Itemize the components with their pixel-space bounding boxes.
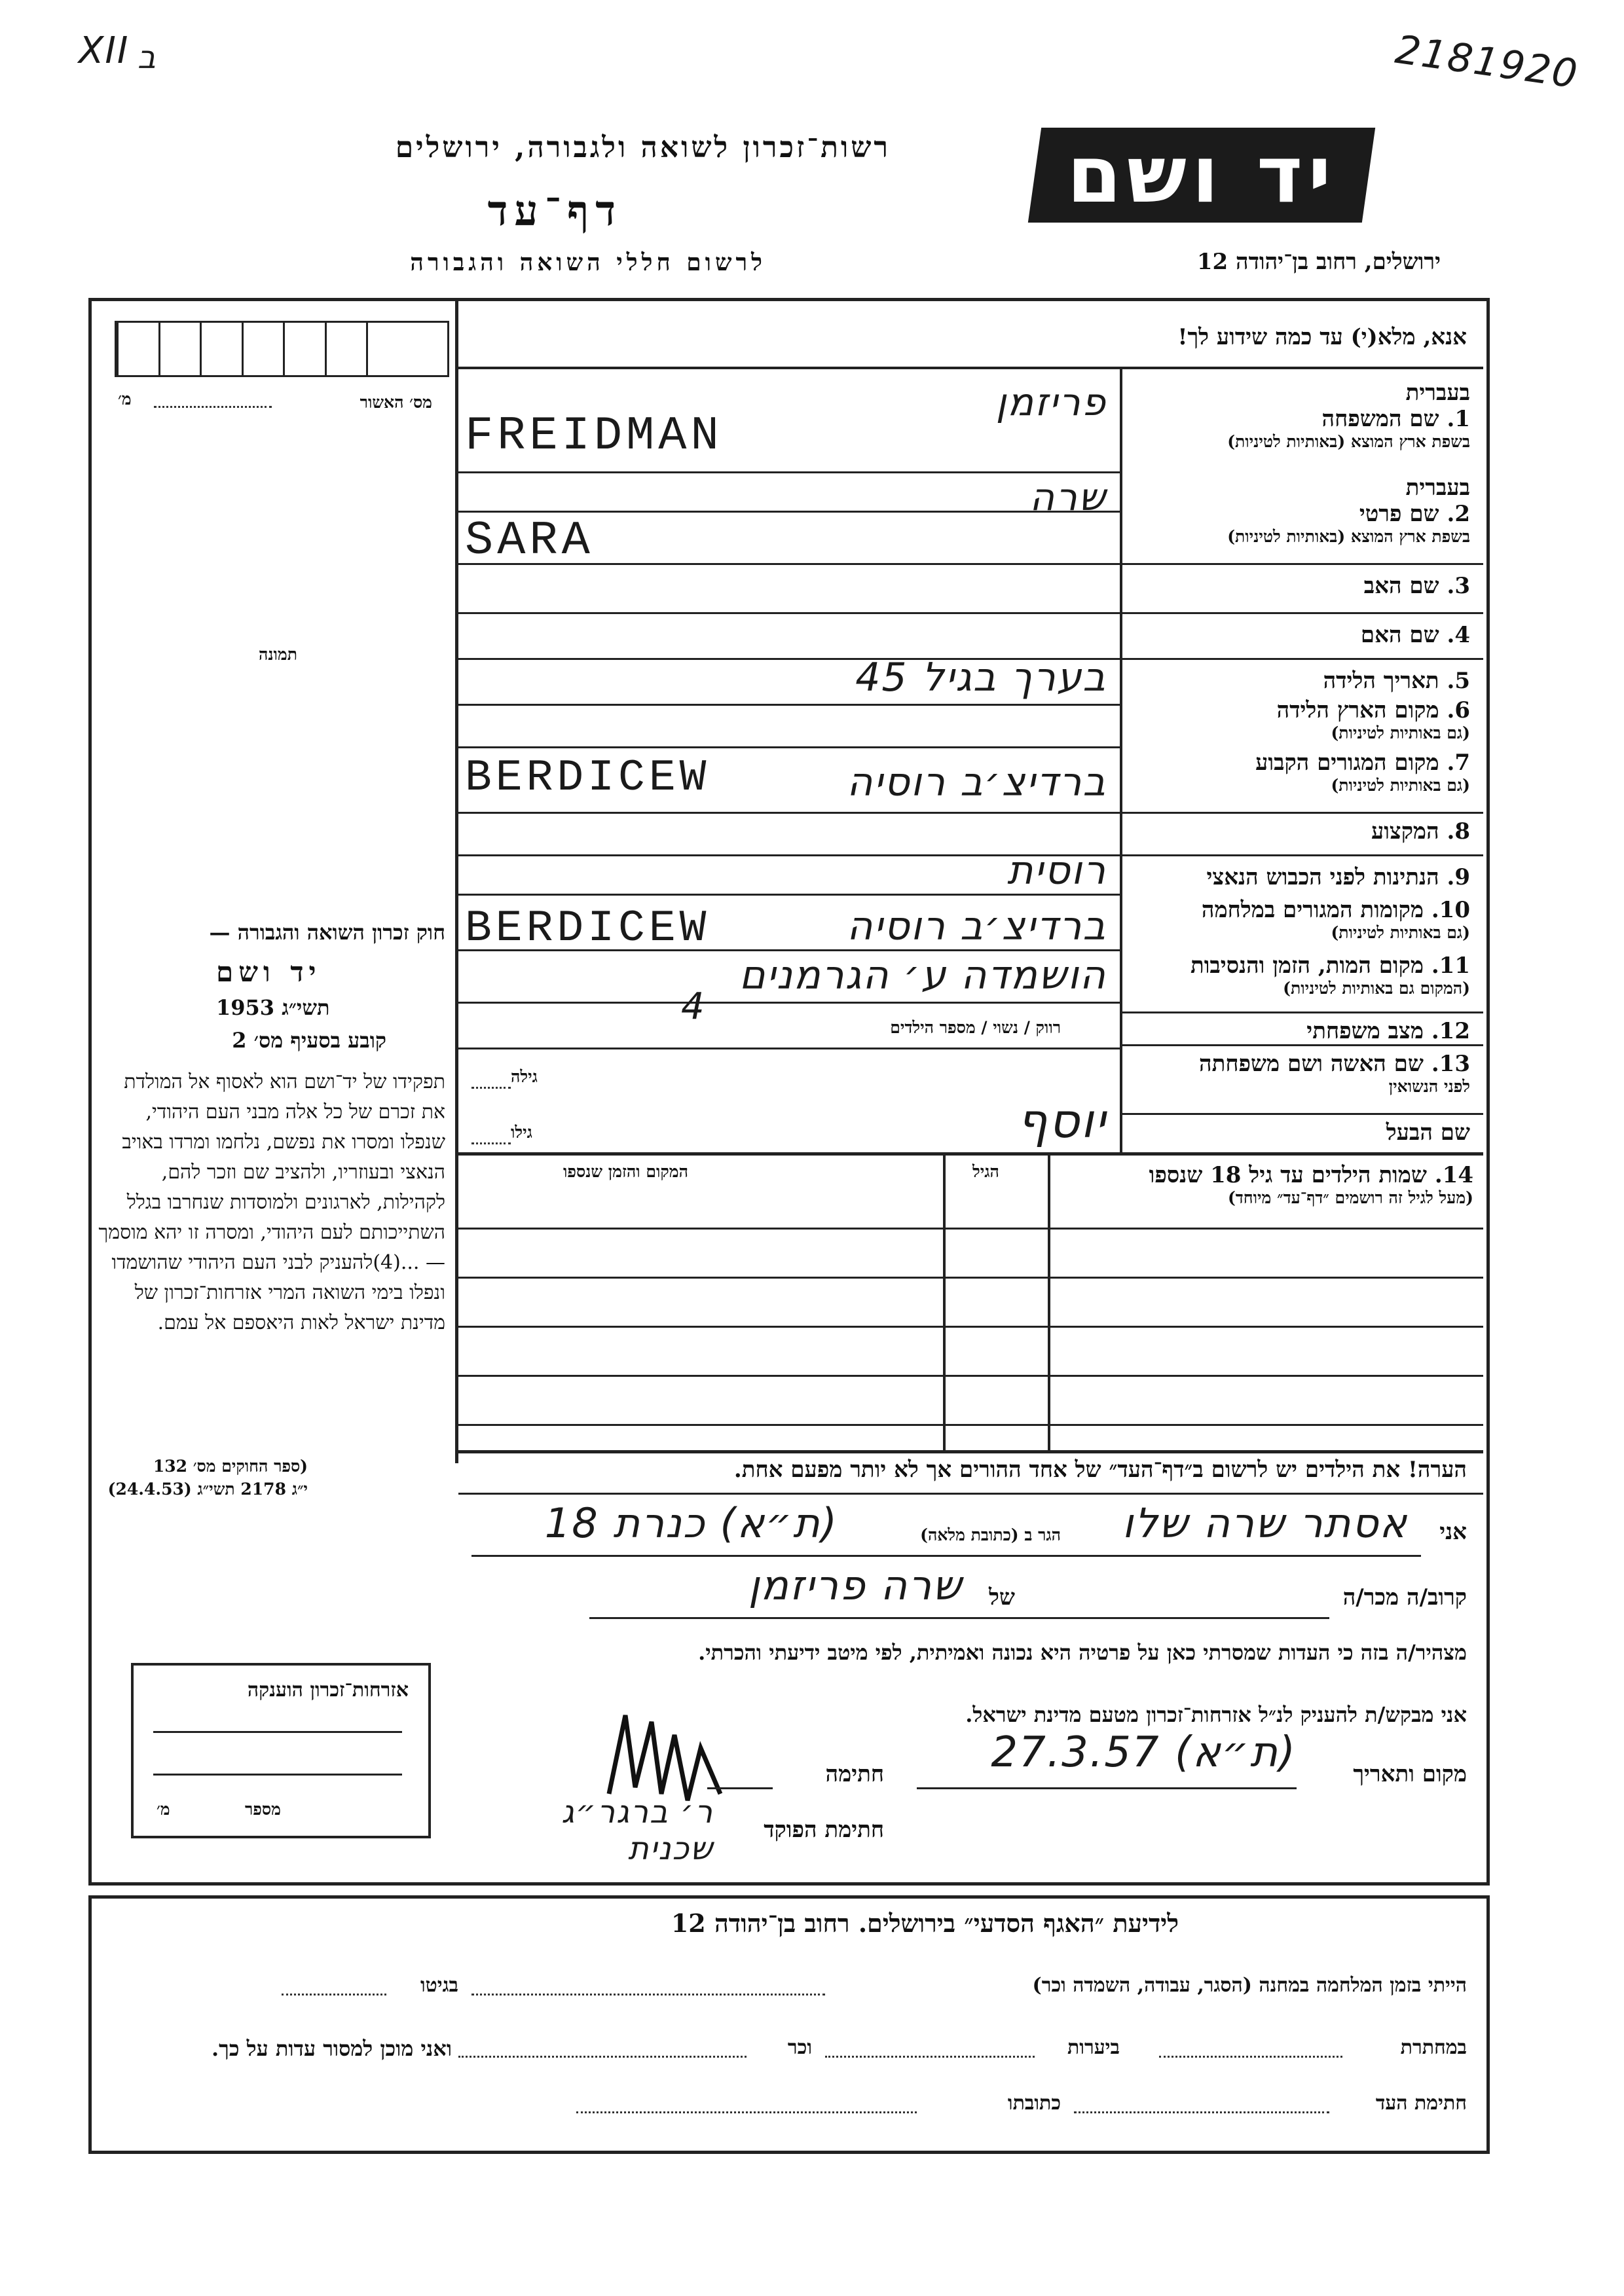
field-10: 10. מקומות המגורים במלחמה (גם באותיות לטיניות) <box>1201 897 1470 942</box>
field-1-heb-tag: בעברית <box>1405 380 1470 406</box>
residence-hebrew[interactable]: ברדיצ׳ב רוסיה <box>847 759 1107 805</box>
husband-age-label: גילו <box>511 1123 532 1142</box>
field-1-label: שם המשפחה <box>1321 406 1439 432</box>
citizenship-number-suffix: מ׳ <box>157 1800 170 1819</box>
underground-label: במחתרת <box>1400 2036 1467 2059</box>
field-13: 13. שם האשה ושם משפחתה לפני הנשואין <box>1199 1051 1470 1096</box>
certificate-suffix: מ׳ <box>118 390 132 409</box>
birth-date-value[interactable]: בערך בגיל 45 <box>855 655 1107 701</box>
certificate-number-field[interactable] <box>154 406 272 408</box>
witness-signature-field[interactable] <box>1074 2111 1329 2113</box>
field-2 <box>1130 475 1470 547</box>
instruction-line: אנא, מלא(י) עד כמה שידוע לך! <box>1177 324 1467 350</box>
request-text: אני מבקש/ת להעניק לנ״ל אזרחות־זכרון מטעם מדינת ישראל. <box>965 1702 1467 1727</box>
signature-label: חתימה <box>825 1761 884 1787</box>
place-date-label: מקום ותאריך <box>1353 1761 1467 1787</box>
declaration-text: מצהיר/ה בזה כי העדות שמסרתי כאן על פרטיה היא נכונה ואמיתית, לפי מיטב ידיעתי והכרתי. <box>698 1640 1467 1665</box>
family-name-latin[interactable]: FREIDMAN <box>465 409 723 463</box>
children-age-header: הגיל <box>972 1162 999 1181</box>
etc-label: וכר <box>787 2036 812 2059</box>
field-3-label: 3. שם האב <box>1363 573 1470 599</box>
note-line: הערה! את הילדים יש לרשום ב״דף־העד״ של אחד ההורים אך לא יותר מפעם אחת. <box>733 1457 1467 1483</box>
field-9-label: 9. הנתינות לפני הכבוש הנאצי <box>1206 864 1470 890</box>
declarant-name[interactable]: אסתר שרה שלו <box>1122 1499 1408 1547</box>
husband-age-field[interactable] <box>471 1142 511 1144</box>
ghetto-label: בגיטו <box>420 1974 458 1997</box>
law-title: חוק זכרון השואה והגבורה — <box>209 920 445 945</box>
law-clause: קובע בסעיף מס׳ 2 <box>232 1028 386 1053</box>
official-signature-value[interactable]: ר׳ ברגר״ג שכנית <box>561 1794 714 1867</box>
declarant-address[interactable]: (ת״א) כנרת 18 <box>544 1499 838 1547</box>
header-organization: רשות־זכרון לשואה ולגבורה, ירושלים <box>395 131 891 164</box>
field-2-sub: בשפת ארץ המוצא (באותיות לטיניות) <box>1227 527 1470 546</box>
camp-field[interactable] <box>471 1994 825 1995</box>
official-signature-label: חתימת הפוקד <box>764 1817 884 1843</box>
law-body: תפקידו של יד־ושם הוא לאסוף אל המולדת את זכרם של כל אלה מבני העם היהודי, שנפלו ומסרו את נפשם, נלחמו ומרדו באויב הנאצי ובעוזריו, ולהציב שם וזכר להם, לקהילות, לארגונים ולמוסדות שנחרבו בגלל השתייכותם לעם היהודי, ומסרה זו יהא מוסמך — ...(4)להעניק לבני העם היהודי שהושמדו ונפלו בימי השואה המרי אזרחות־זכרון של מדינת ישראל לאות היאספם אל עמם. <box>98 1070 445 1334</box>
field-8-label: 8. המקצוע <box>1371 818 1470 845</box>
children-heading: 14. שמות הילדים עד גיל 18 שנספו (מעל לגיל זה רושמים ״דף־עד״ מיוחד) <box>1149 1162 1473 1207</box>
address-label: הגר ב (כתובת מלאה) <box>920 1525 1061 1544</box>
field-1-sub: בשפת ארץ המוצא (באותיות לטיניות) <box>1227 432 1470 451</box>
underground-field[interactable] <box>1159 2056 1342 2058</box>
place-date-value[interactable]: (ת״א) 27.3.57 <box>991 1728 1297 1777</box>
first-name-latin[interactable]: SARA <box>465 514 594 568</box>
field-2-heb-tag: בעברית <box>1405 475 1470 501</box>
header-subtitle: לרשום חללי השואה והגבורה <box>410 249 766 276</box>
citizenship-number-label: מספר <box>245 1800 281 1819</box>
ani-label: אני <box>1439 1519 1467 1545</box>
field-7: 7. מקום המגורים הקבוע (גם באותיות לטיניות) <box>1255 750 1470 795</box>
husband-label: שם הבעל <box>1386 1120 1470 1146</box>
law-year: 1953 תשי״ג <box>216 995 330 1020</box>
law-ref-2: י״ג 2178 תשי״ג (24.4.53) <box>107 1480 308 1499</box>
wife-age-label: גילה <box>511 1067 538 1086</box>
certificate-number-boxes[interactable] <box>115 321 449 377</box>
of-label: של <box>989 1584 1015 1611</box>
nationality-value[interactable]: רוסית <box>1006 848 1107 894</box>
field-12-label: 12. מצב משפחתי <box>1306 1018 1470 1044</box>
husband-name-value[interactable]: יוסף <box>1017 1093 1107 1148</box>
residence-latin[interactable]: BERDICEW <box>465 753 710 803</box>
witness-signature-label: חתימת העד <box>1375 2092 1467 2115</box>
etc-field[interactable] <box>458 2056 747 2058</box>
family-name-hebrew[interactable]: פריזמן <box>995 380 1107 424</box>
witness-address-label: כתובתו <box>1007 2092 1061 2115</box>
citizenship-box <box>131 1663 431 1838</box>
death-place-value[interactable]: הושמדה ע׳ הגרמנים <box>739 953 1107 998</box>
field-11: 11. מקום המות, הזמן והנסיבות (המקום גם באותיות לטיניות) <box>1190 953 1470 998</box>
witness-address-field[interactable] <box>576 2111 917 2113</box>
children-place-header: המקום והזמן שנספו <box>563 1162 688 1181</box>
field-1 <box>1130 380 1470 452</box>
willing-statement: ואני מוכן למסור עדות על כך. <box>211 2036 452 2061</box>
forests-field[interactable] <box>825 2056 1035 2058</box>
wartime-residence-hebrew[interactable]: ברדיצ׳ב רוסיה <box>847 903 1107 949</box>
field-2-num: 2. <box>1447 501 1470 527</box>
corner-hebrew-mark: ב <box>138 39 157 76</box>
header-address: ירושלים, רחוב בן־יהודה 12 <box>1196 249 1441 275</box>
bottom-camp-line: הייתי בזמן המלחמה במחנה (הסגר, עבודה, השמדה וכר) <box>1032 1974 1467 1997</box>
wife-age-field[interactable] <box>471 1087 511 1089</box>
wartime-residence-latin[interactable]: BERDICEW <box>465 903 710 954</box>
forests-label: ביערות <box>1067 2036 1120 2059</box>
field-5-label: 5. תאריך הלידה <box>1323 668 1470 694</box>
header-title: דף־עד <box>487 187 622 236</box>
bottom-heading: לידיעת ״האגף הסדעי״ בירושלים. רחוב בן־יהודה 12 <box>671 1908 1179 1938</box>
ghetto-field[interactable] <box>282 1994 386 1995</box>
citizenship-title: אזרחות־זכרון הוענקה <box>247 1679 409 1702</box>
field-6: 6. מקום הארץ הלידה (גם באותיות לטיניות) <box>1276 697 1470 742</box>
field-2-label: שם פרטי <box>1359 501 1439 527</box>
certificate-label: מס׳ האשור <box>360 393 432 412</box>
relation-value[interactable]: שרה פריזמן <box>748 1561 963 1609</box>
archive-number: 2181920 <box>1392 26 1581 98</box>
relation-label: קרוב/ה מכר/ה <box>1342 1584 1467 1611</box>
marital-status-options: רווק / נשוי / מספר הילדים <box>890 1018 1061 1037</box>
law-ref-1: (ספר החוקים מס׳ 132 <box>153 1457 308 1476</box>
children-count[interactable]: 4 <box>681 985 706 1028</box>
photo-label: תמונה <box>259 645 297 664</box>
law-name: יד ושם <box>216 956 322 988</box>
first-name-hebrew[interactable]: שרה <box>1029 475 1107 519</box>
field-4-label: 4. שם האם <box>1360 622 1470 648</box>
yad-vashem-logo: יד ושם <box>1028 128 1375 223</box>
field-1-num: 1. <box>1447 406 1470 432</box>
corner-roman-mark: XII <box>79 29 130 72</box>
